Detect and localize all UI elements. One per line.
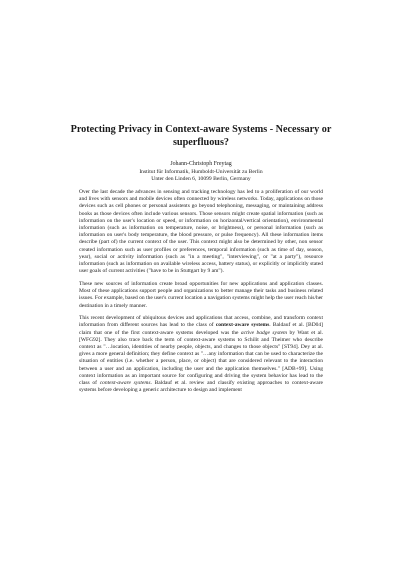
body-text — [79, 189, 323, 394]
paragraph-3 — [79, 315, 323, 394]
paragraph-2: These new sources of information create broad opportunities for new applications and application classes. Most of these applications support people and organizations to better manage their tasks and business related issues. For example, based on the user's current location a navigation systems might help the user reach his/her destination in a timely manner. — [79, 280, 323, 309]
term-context-aware-systems-bold: context-aware systems — [215, 322, 270, 329]
paragraph-3-text-g: . Baldauf et al. review and classify existing approaches to context-aware systems before developing a generic architecture to design and implement — [79, 380, 323, 394]
paper-title: Protecting Privacy in Context-aware Systems - Necessary or superfluous? — [70, 124, 332, 148]
paragraph-3-text-a: This recent development of ubiquitous devices and applications that access, combine, and transform context information from different sources has lead to the class of — [79, 315, 323, 329]
paragraph-1: Over the last decade the advances in sensing and tracking technology has led to a proliferation of our world and lives with sensors and mobile devices often connected by wireless networks. Today, applications on those devices such as cell phones or personal assistents go beyond telephoning, messaging, or maintaining address books as those devices often include various sensors. Those sensors might create spatial information (such as information on the user's location or speed, or information on horizontal/vertical orientation), environmental information (such as information on temperature, noise, or brightness), or personal information (such as information on user's body temperature, the blood pressure, or pulse frequency). All these information items describe (part of) the current context of the user. This context might also be determined by other, non sensor created information such as user profiles or preferences, temporal information (such as time of day, season, year), social or activity information (such as "in a meeting", "interviewing", or "at a party"), resource information (such as information on available wireless access, battery status), or explicitly or implicitly stated user goals of current activities ("have to be in Stuttgart by 9 am"). — [79, 189, 323, 275]
author-name: Johann-Christoph Freytag — [170, 161, 232, 167]
paragraph-3-text-e: by Want et al. [WFG92]. They also trace back the term of context-aware systems to Schilit and Theimer who describe context as "…location, identities of nearby people, objects, and changes to those objects" [ST94]. Dey at al. gives a more general definition; they define context as "…any information that can be used to characterize the situation of entities (i.e. whether a person, place, or object) that are considered relevant to the interaction between a user and an application, including the user and the application themselves." [ADB+99]. Using context information as an important source for configuring and driving the system behavior has lead to the class of — [79, 329, 323, 387]
term-context-aware-systems-italic: context-aware systems — [99, 380, 151, 387]
title-block — [70, 123, 332, 183]
affiliation-line-1: Institut für Informatik, Humboldt-Universität zu Berlin — [139, 168, 263, 175]
affiliation-line-2: Unter den Linden 6, 10099 Berlin, Germany — [151, 175, 251, 182]
paragraph-3-text-c: . Baldauf et al. [BD04] claim that one of the first context-aware systems developed was the — [79, 322, 324, 336]
term-active-badge-system: active badge system — [240, 329, 288, 336]
